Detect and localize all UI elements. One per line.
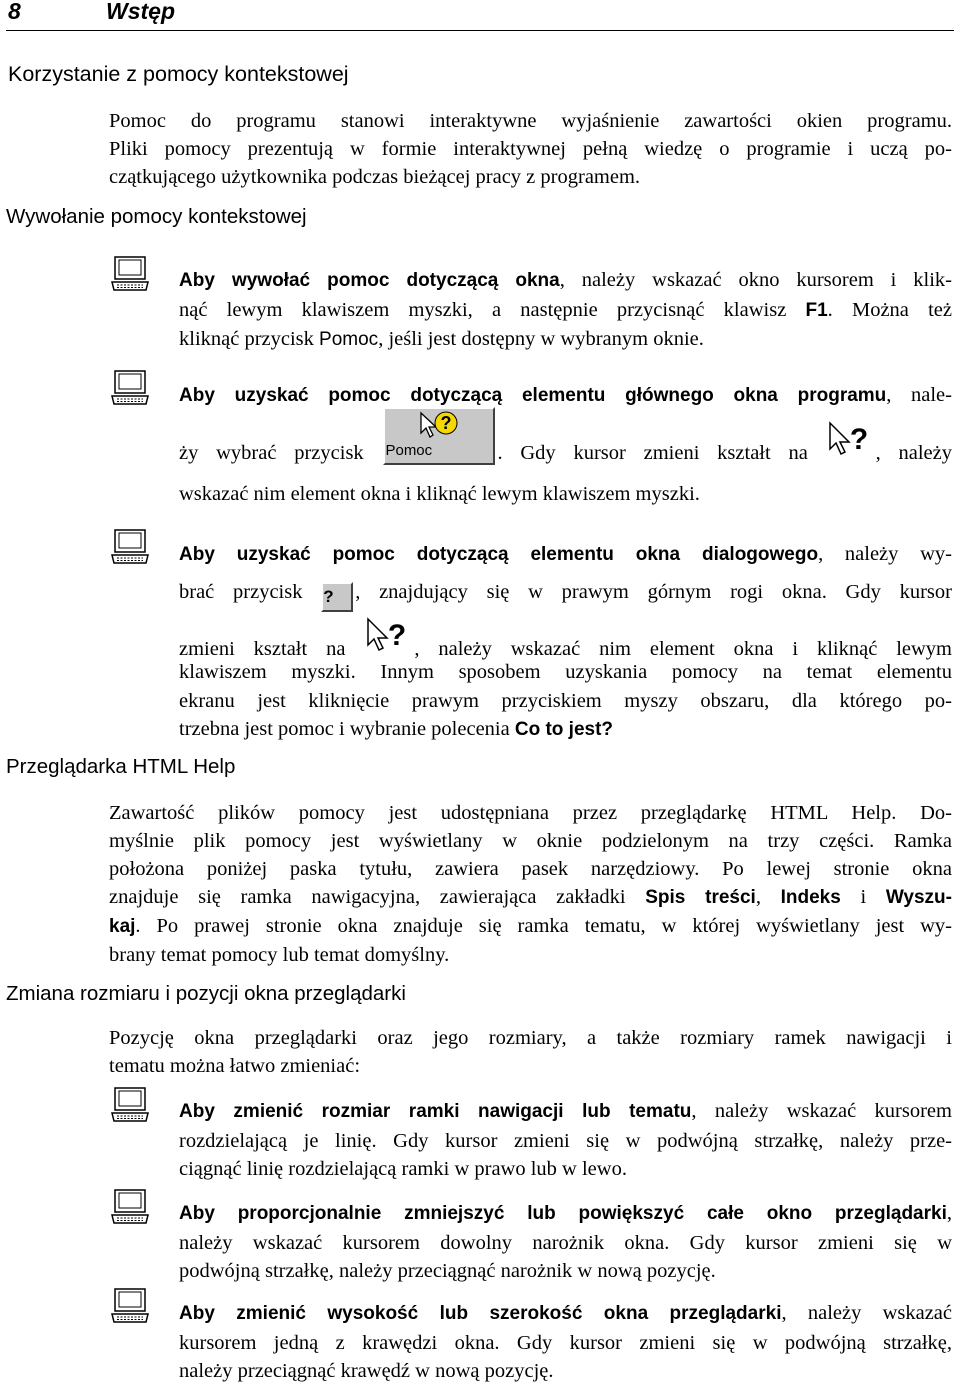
list-item-continued: brać przycisk ? , znajdujący się w prawym górnym rogi okna. Gdy kursor xyxy=(179,572,952,612)
list-item: Aby uzyskać pomoc dotyczącą elementu głównego okna programu, nale- xyxy=(179,384,952,406)
list-item-continued: zmieni kształt na ? , należy wskazać nim element okna i kliknąć lewym xyxy=(179,619,952,660)
chapter-title: Wstęp xyxy=(106,0,175,24)
svg-text:?: ? xyxy=(440,413,452,433)
page-number: 8 xyxy=(8,0,21,24)
list-item: Aby zmienić rozmiar ramki nawigacji lub tematu, należy wskazać kursorem rozdzielającą je linię. Gdy kursor zmieni się w podwójną strzałkę, należy prze- ciągnąć linię rozdzielającą ramki w prawo lub w lewo. xyxy=(179,1100,952,1180)
computer-icon xyxy=(110,1189,150,1225)
list-item: Aby zmienić wysokość lub szerokość okna przeglądarki, należy wskazać kursorem jedną z krawędzi okna. Gdy kursor zmieni się w podwójną strzałkę, należy przeciągnąć krawędź w nową pozycję. xyxy=(179,1302,953,1382)
subsection-title: Przeglądarka HTML Help xyxy=(6,755,236,778)
svg-text:?: ? xyxy=(849,423,868,456)
paragraph: Pozycję okna przeglądarki oraz jego rozmiary, a także rozmiary ramek nawigacji i tematu można łatwo zmieniać: xyxy=(109,1027,952,1077)
paragraph: Zawartość plików pomocy jest udostępniana przez przeglądarkę HTML Help. Do- myślnie plik pomocy jest wyświetlany w oknie podzielonym na trzy części. Ramka położona poniżej paska tytułu, zawiera pasek narzędziowy. Po lewej stronie okna znajduje się ramka nawigacyjna, zawierająca zakładki Spis treści, Indeks i Wyszu- kaj. Po prawej stronie okna znajduje się ramka tematu, w której wyświetlany jest wy- brany temat pomocy lub temat domyślny. xyxy=(109,802,952,966)
computer-icon xyxy=(110,370,150,406)
pomoc-label: Pomoc xyxy=(319,329,379,350)
list-item-continued: ży wybrać przycisk ? Pomoc . Gdy kursor zmieni kształt na ? , należy xyxy=(179,407,952,483)
list-item: Aby proporcjonalnie zmniejszyć lub powiększyć całe okno przeglądarki, należy wskazać kursorem dowolny narożnik okna. Gdy kursor zmieni się w podwójną strzałkę, należy przeciągnąć narożnik w nową pozycję. xyxy=(179,1202,952,1282)
computer-icon xyxy=(110,256,150,292)
subsection-title: Wywołanie pomocy kontekstowej xyxy=(6,205,307,228)
list-item-continued: klawiszem myszki. Innym sposobem uzyskania pomocy na temat elementu ekranu jest kliknięcie prawym przyciskiem myszy obszaru, dla którego po- trzebna jest pomoc i wybranie polecenia Co to jest? xyxy=(179,661,952,740)
svg-text:?: ? xyxy=(388,619,407,652)
command-name: Co to jest? xyxy=(514,719,614,740)
computer-icon xyxy=(110,1288,150,1324)
section-title: Korzystanie z pomocy kontekstowej xyxy=(8,62,349,86)
intro-paragraph: Pomoc do programu stanowi interaktywne wyjaśnienie zawartości okien programu. Pliki pomocy prezentują w formie interaktywnej pełną wiedzę o programie i uczą po- czątkującego użytkownika podczas bieżącej pracy z programem. xyxy=(109,110,952,188)
tab-name: Indeks xyxy=(780,887,841,908)
pomoc-button[interactable]: ? Pomoc xyxy=(383,407,495,465)
computer-icon xyxy=(110,529,150,565)
page-header xyxy=(6,0,954,31)
key-f1: F1 xyxy=(805,299,828,321)
computer-icon xyxy=(110,1087,150,1123)
tab-name: Wyszu- xyxy=(885,887,952,908)
help-cursor-icon xyxy=(366,617,412,661)
list-item: Aby uzyskać pomoc dotyczącą elementu okna dialogowego, należy wy- xyxy=(179,543,953,565)
help-cursor-icon xyxy=(828,421,874,465)
question-button[interactable]: ? xyxy=(321,582,353,612)
subsection-title: Zmiana rozmiaru i pozycji okna przeglądarki xyxy=(6,982,406,1005)
list-item: Aby wywołać pomoc dotyczącą okna, należy wskazać okno kursorem i klik- nąć lewym klawiszem myszki, a następnie przycisnąć klawisz F1. Można też kliknąć przycisk Pomoc, jeśli jest dostępny w wybranym oknie. xyxy=(179,269,952,350)
tab-name: Spis treści xyxy=(645,887,756,908)
help-cursor-icon xyxy=(419,411,459,443)
list-item-continued: wskazać nim element okna i kliknąć lewym klawiszem myszki. xyxy=(179,483,700,505)
